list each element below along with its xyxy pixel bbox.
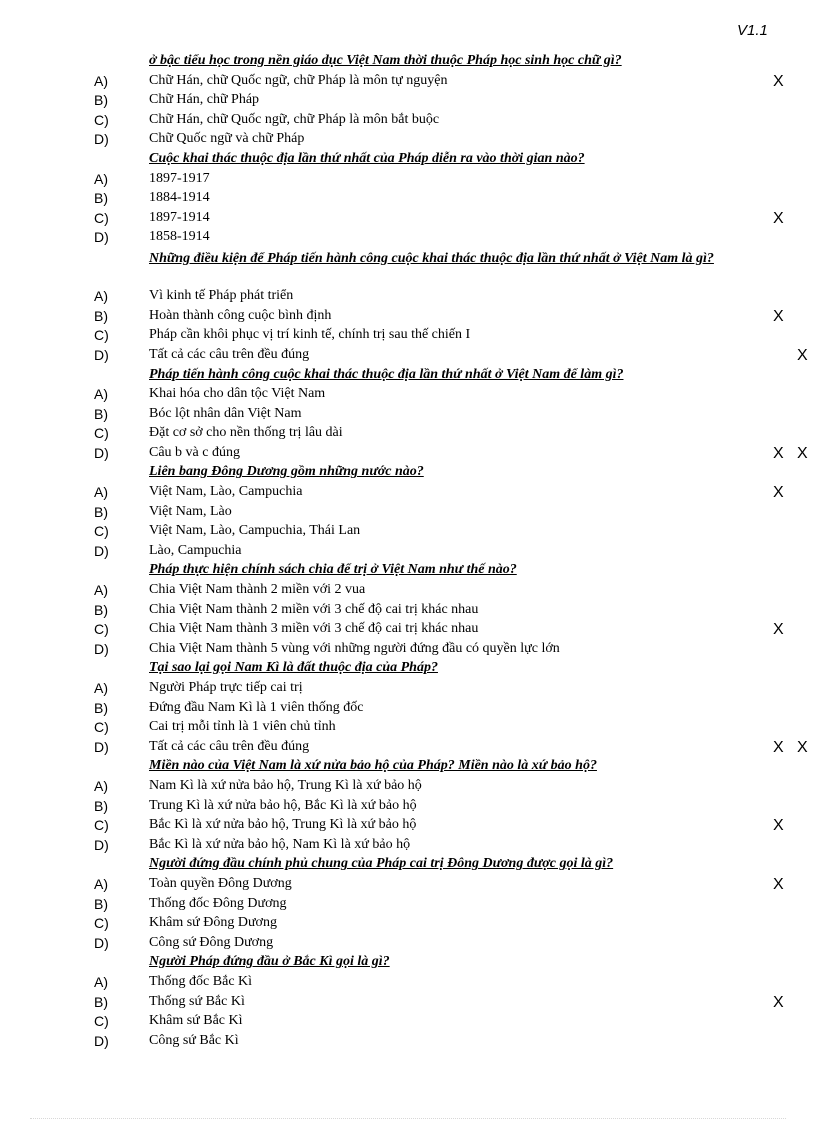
- option-letter: A): [94, 777, 108, 794]
- option-text: Vì kinh tế Pháp phát triển: [149, 288, 294, 304]
- option-letter: D): [94, 229, 109, 246]
- option-letter: B): [94, 190, 108, 207]
- answer-option: [0, 620, 816, 640]
- option-letter: B): [94, 405, 108, 422]
- option-letter: D): [94, 640, 109, 657]
- option-letter: C): [94, 817, 109, 834]
- option-letter: B): [94, 797, 108, 814]
- answer-mark: X: [797, 444, 808, 462]
- option-text: Bắc Kì là xứ nửa bảo hộ, Nam Kì là xứ bảo hộ: [149, 836, 411, 852]
- option-text: Khâm sứ Đông Dương: [149, 915, 277, 931]
- answer-option: [0, 346, 816, 366]
- answer-mark: X: [773, 209, 784, 227]
- answer-mark: X: [773, 72, 784, 90]
- option-letter: B): [94, 993, 108, 1010]
- question-text: Pháp tiến hành công cuộc khai thác thuộc địa lần thứ nhất ở Việt Nam để làm gì?: [149, 366, 624, 382]
- answer-option: [0, 170, 816, 190]
- question-text: Liên bang Đông Dương gồm những nước nào?: [149, 464, 424, 480]
- option-text: Chia Việt Nam thành 3 miền với 3 chế độ cai trị khác nhau: [149, 621, 479, 637]
- option-text: Lào, Campuchia: [149, 542, 242, 558]
- question-text: Pháp thực hiện chính sách chia để trị ở Việt Nam như thế nào?: [149, 562, 517, 578]
- option-text: Tất cả các câu trên đều đúng: [149, 346, 310, 362]
- option-text: Thống đốc Đông Dương: [149, 895, 287, 911]
- question-list: [0, 52, 816, 1051]
- answer-mark: X: [773, 444, 784, 462]
- answer-option: [0, 679, 816, 699]
- option-letter: A): [94, 582, 108, 599]
- answer-option: [0, 973, 816, 993]
- option-letter: A): [94, 973, 108, 990]
- option-letter: A): [94, 680, 108, 696]
- question-text: Cuộc khai thác thuộc địa lần thứ nhất của Pháp diễn ra vào thời gian nào?: [149, 150, 585, 166]
- option-text: 1897-1914: [149, 209, 210, 225]
- option-letter: A): [94, 484, 108, 501]
- option-letter: B): [94, 601, 108, 618]
- answer-mark: X: [773, 875, 784, 893]
- option-letter: A): [94, 170, 108, 187]
- answer-option: [0, 287, 816, 307]
- option-text: Việt Nam, Lào, Campuchia, Thái Lan: [149, 523, 361, 539]
- option-text: Công sứ Đông Dương: [149, 934, 274, 950]
- question-text: Người đứng đầu chính phủ chung của Pháp cai trị Đông Dương được gọi là gì?: [149, 856, 614, 872]
- answer-option: [0, 542, 816, 562]
- question-heading: [0, 52, 816, 72]
- option-letter: A): [94, 288, 108, 305]
- option-text: Chữ Hán, chữ Quốc ngữ, chữ Pháp là môn bắt buộc: [149, 111, 440, 127]
- answer-option: [0, 522, 816, 542]
- option-text: Khai hóa cho dân tộc Việt Nam: [149, 386, 326, 402]
- option-text: 1858-1914: [149, 229, 210, 245]
- answer-option: [0, 209, 816, 229]
- answer-option: [0, 405, 816, 425]
- answer-option: [0, 718, 816, 738]
- answer-option: [0, 444, 816, 464]
- option-letter: D): [94, 346, 109, 363]
- option-letter: A): [94, 386, 108, 403]
- option-text: Chữ Hán, chữ Quốc ngữ, chữ Pháp là môn tự nguyện: [149, 72, 448, 88]
- question-heading: [0, 463, 816, 483]
- page-bottom-rule: [30, 1118, 786, 1119]
- option-letter: A): [94, 72, 108, 89]
- option-text: Công sứ Bắc Kì: [149, 1032, 239, 1048]
- answer-option: [0, 424, 816, 444]
- answer-mark: X: [773, 817, 784, 835]
- option-text: Thống đốc Bắc Kì: [149, 973, 253, 989]
- option-text: Thống sứ Bắc Kì: [149, 993, 245, 1009]
- answer-option: [0, 581, 816, 601]
- answer-option: [0, 130, 816, 150]
- option-letter: C): [94, 719, 109, 736]
- question-text: Người Pháp đứng đầu ở Bắc Kì gọi là gì?: [149, 954, 390, 970]
- option-letter: D): [94, 444, 109, 461]
- answer-option: [0, 189, 816, 209]
- answer-option: [0, 1032, 816, 1052]
- question-heading: [0, 561, 816, 581]
- answer-option: [0, 326, 816, 346]
- option-letter: D): [94, 131, 109, 148]
- option-text: Cai trị mỗi tỉnh là 1 viên chủ tỉnh: [149, 719, 336, 735]
- question-text: Những điều kiện để Pháp tiến hành công cuộc khai thác thuộc địa lần thứ nhất ở Việt Nam là gì?: [149, 250, 714, 266]
- answer-option: [0, 875, 816, 895]
- answer-option: [0, 640, 816, 660]
- answer-option: [0, 72, 816, 92]
- question-heading: [0, 855, 816, 875]
- option-letter: C): [94, 915, 109, 932]
- answer-option: [0, 836, 816, 856]
- option-letter: B): [94, 895, 108, 912]
- question-heading: [0, 757, 816, 777]
- option-text: Hoàn thành công cuộc bình định: [149, 307, 332, 323]
- option-text: Nam Kì là xứ nửa bảo hộ, Trung Kì là xứ bảo hộ: [149, 777, 422, 793]
- option-text: Bóc lột nhân dân Việt Nam: [149, 405, 302, 421]
- option-text: Đứng đầu Nam Kì là 1 viên thống đốc: [149, 699, 364, 715]
- option-text: Chia Việt Nam thành 5 vùng với những người đứng đầu có quyền lực lớn: [149, 640, 560, 656]
- option-text: Tất cả các câu trên đều đúng: [149, 738, 310, 754]
- answer-option: [0, 503, 816, 523]
- answer-option: [0, 895, 816, 915]
- question-text: Tại sao lại gọi Nam Kì là đất thuộc địa của Pháp?: [149, 660, 438, 676]
- answer-option: [0, 699, 816, 719]
- option-letter: B): [94, 699, 108, 716]
- answer-option: [0, 483, 816, 503]
- question-heading: [0, 953, 816, 973]
- option-letter: A): [94, 875, 108, 892]
- answer-mark: X: [773, 621, 784, 639]
- answer-option: [0, 228, 816, 248]
- answer-mark: X: [797, 346, 808, 364]
- answer-option: [0, 738, 816, 758]
- option-letter: B): [94, 307, 108, 324]
- answer-option: [0, 816, 816, 836]
- answer-option: [0, 934, 816, 954]
- option-letter: C): [94, 1013, 109, 1030]
- question-text: Miền nào của Việt Nam là xứ nửa bảo hộ của Pháp? Miền nào là xứ bảo hộ?: [149, 758, 597, 774]
- question-heading: [0, 366, 816, 386]
- option-text: Chia Việt Nam thành 2 miền với 3 chế độ cai trị khác nhau: [149, 601, 479, 617]
- question-heading: [0, 659, 816, 679]
- answer-option: [0, 777, 816, 797]
- answer-option: [0, 993, 816, 1013]
- question-heading: [0, 248, 816, 287]
- option-letter: D): [94, 542, 109, 559]
- option-letter: C): [94, 523, 109, 540]
- question-text: ở bậc tiểu học trong nền giáo dục Việt Nam thời thuộc Pháp học sinh học chữ gì?: [149, 53, 622, 68]
- option-text: Việt Nam, Lào: [149, 503, 232, 519]
- option-letter: C): [94, 425, 109, 442]
- answer-option: [0, 1012, 816, 1032]
- option-text: Chia Việt Nam thành 2 miền với 2 vua: [149, 582, 366, 598]
- option-text: Việt Nam, Lào, Campuchia: [149, 484, 303, 500]
- option-text: Bắc Kì là xứ nửa bảo hộ, Trung Kì là xứ bảo hộ: [149, 817, 417, 833]
- answer-option: [0, 91, 816, 111]
- option-letter: D): [94, 1032, 109, 1049]
- option-text: Câu b và c đúng: [149, 444, 240, 460]
- version-label: V1.1: [737, 22, 768, 39]
- answer-mark: X: [797, 738, 808, 756]
- option-text: 1884-1914: [149, 190, 210, 206]
- option-letter: C): [94, 111, 109, 128]
- answer-mark: X: [773, 738, 784, 756]
- answer-mark: X: [773, 484, 784, 502]
- answer-mark: X: [773, 993, 784, 1011]
- option-letter: C): [94, 327, 109, 344]
- option-letter: D): [94, 738, 109, 755]
- answer-option: [0, 385, 816, 405]
- option-text: 1897-1917: [149, 170, 210, 186]
- option-text: Chữ Quốc ngữ và chữ Pháp: [149, 131, 305, 147]
- question-heading: [0, 150, 816, 170]
- option-text: Toàn quyền Đông Dương: [149, 875, 292, 891]
- option-letter: D): [94, 934, 109, 951]
- option-letter: C): [94, 621, 109, 638]
- option-letter: B): [94, 92, 108, 109]
- option-text: Người Pháp trực tiếp cai trị: [149, 680, 303, 695]
- option-letter: C): [94, 209, 109, 226]
- option-letter: B): [94, 503, 108, 520]
- option-text: Đặt cơ sở cho nền thống trị lâu dài: [149, 425, 343, 441]
- answer-option: [0, 914, 816, 934]
- option-text: Chữ Hán, chữ Pháp: [149, 92, 260, 108]
- answer-mark: X: [773, 307, 784, 325]
- answer-option: [0, 307, 816, 327]
- option-letter: D): [94, 836, 109, 853]
- option-text: Trung Kì là xứ nửa bảo hộ, Bắc Kì là xứ bảo hộ: [149, 797, 417, 813]
- answer-option: [0, 601, 816, 621]
- option-text: Khâm sứ Bắc Kì: [149, 1013, 243, 1029]
- answer-option: [0, 797, 816, 817]
- option-text: Pháp cần khôi phục vị trí kinh tế, chính trị sau thế chiến I: [149, 327, 471, 343]
- answer-option: [0, 111, 816, 131]
